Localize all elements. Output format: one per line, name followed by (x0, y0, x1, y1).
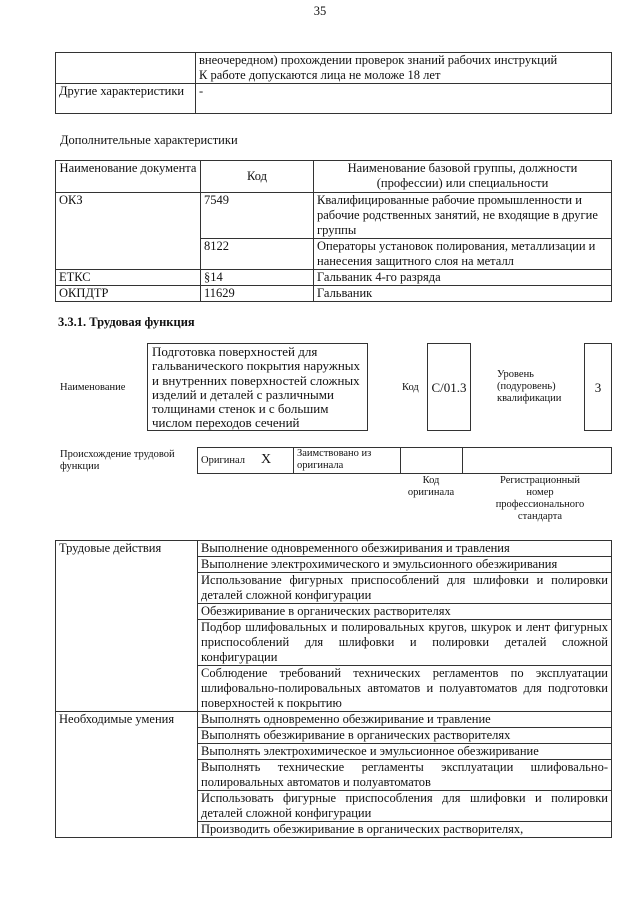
original-cell (198, 448, 294, 474)
code-original-cell (401, 448, 463, 474)
code-cell: 7549 (201, 193, 314, 239)
origin-label: Происхождение трудовой функции (60, 449, 175, 472)
table-row (198, 448, 612, 474)
doc-cell: ОКПДТР (56, 286, 201, 302)
actions-item: Выполнение одновременного обезжиривания и травления (198, 541, 612, 557)
skills-item: Выполнять обезжиривание в органических растворителях (198, 728, 612, 744)
actions-item: Выполнение электрохимического и эмульсионного обезжиривания (198, 557, 612, 573)
actions-item: Соблюдение требований технических регламентов по эксплуатации шлифовально-полировальных автоматов и полуавтоматов для подготовки поверхностей к покрытию (198, 666, 612, 712)
borrowed-label: Заимствовано из оригинала (294, 448, 401, 474)
table-row (56, 193, 612, 239)
reg-number-label: Регистрационный номер профессионального стандарта (495, 475, 585, 522)
header-cell: Код (201, 161, 314, 193)
doc-cell: ЕТКС (56, 270, 201, 286)
table-row (56, 270, 612, 286)
skills-item: Выполнять одновременно обезжиривание и травление (198, 712, 612, 728)
skills-item: Производить обезжиривание в органических растворителях, (198, 822, 612, 838)
actions-item: Обезжиривание в органических растворителях (198, 604, 612, 620)
name-cell: Операторы установок полирования, металлизации и нанесения защитного слоя на металл (314, 239, 612, 270)
code-original-label: Код оригинала (407, 475, 455, 498)
origin-table (197, 447, 612, 474)
code-cell: 11629 (201, 286, 314, 302)
doc-cell: ОКЗ (56, 193, 201, 270)
header-cell: Наименование базовой группы, должности (профессии) или специальности (314, 161, 612, 193)
top-table (55, 52, 612, 114)
table-row (56, 712, 612, 728)
table-row (56, 53, 612, 84)
code-cell: 8122 (201, 239, 314, 270)
table-header (56, 161, 612, 193)
header-cell: Наименование документа (56, 161, 201, 193)
page-number: 35 (313, 4, 327, 18)
level-label: Уровень (подуровень) квалификации (497, 369, 562, 404)
function-heading: 3.3.1. Трудовая функция (58, 315, 195, 329)
function-name: Подготовка поверхностей для гальванического покрытия наружных и внутренних поверхностей сложных изделий и деталей с различными толщинами стенок и с большим числом переходов сечений (147, 343, 368, 431)
name-label: Наименование (60, 382, 126, 393)
details-table (55, 540, 612, 838)
additional-table (55, 160, 612, 302)
original-label: Оригинал (201, 455, 245, 466)
actions-label: Трудовые действия (56, 541, 198, 712)
table-row (56, 541, 612, 557)
name-cell: Гальваник 4-го разряда (314, 270, 612, 286)
table-row (56, 286, 612, 302)
actions-item: Подбор шлифовальных и полировальных кругов, шкурок и лент фигурных приспособлений для шлифовки и полировки деталей сложной конфигурации (198, 620, 612, 666)
cell-text: К работе допускаются лица не моложе 18 лет (199, 68, 441, 82)
row-value: - (196, 84, 612, 114)
actions-item: Использование фигурных приспособлений для шлифовки и полировки деталей сложной конфигурации (198, 573, 612, 604)
reg-number-cell (463, 448, 612, 474)
level-value: 3 (584, 343, 612, 431)
name-cell: Гальваник (314, 286, 612, 302)
code-cell: §14 (201, 270, 314, 286)
function-code: C/01.3 (427, 343, 471, 431)
skills-label: Необходимые умения (56, 712, 198, 838)
skills-item: Выполнять электрохимическое и эмульсионное обезжиривание (198, 744, 612, 760)
table-row (56, 84, 612, 114)
cell-text: внеочередном) прохождении проверок знаний рабочих инструкций (199, 53, 558, 67)
section-heading: Дополнительные характеристики (60, 133, 238, 147)
row-label: Другие характеристики (56, 84, 196, 114)
skills-item: Использовать фигурные приспособления для шлифовки и полировки деталей сложной конфигурации (198, 791, 612, 822)
original-mark: X (261, 452, 272, 467)
skills-item: Выполнять технические регламенты эксплуатации шлифовально-полировальных автоматов и полуавтоматов (198, 760, 612, 791)
name-cell: Квалифицированные рабочие промышленности и рабочие родственных занятий, не входящие в другие группы (314, 193, 612, 239)
code-label: Код (402, 382, 419, 393)
